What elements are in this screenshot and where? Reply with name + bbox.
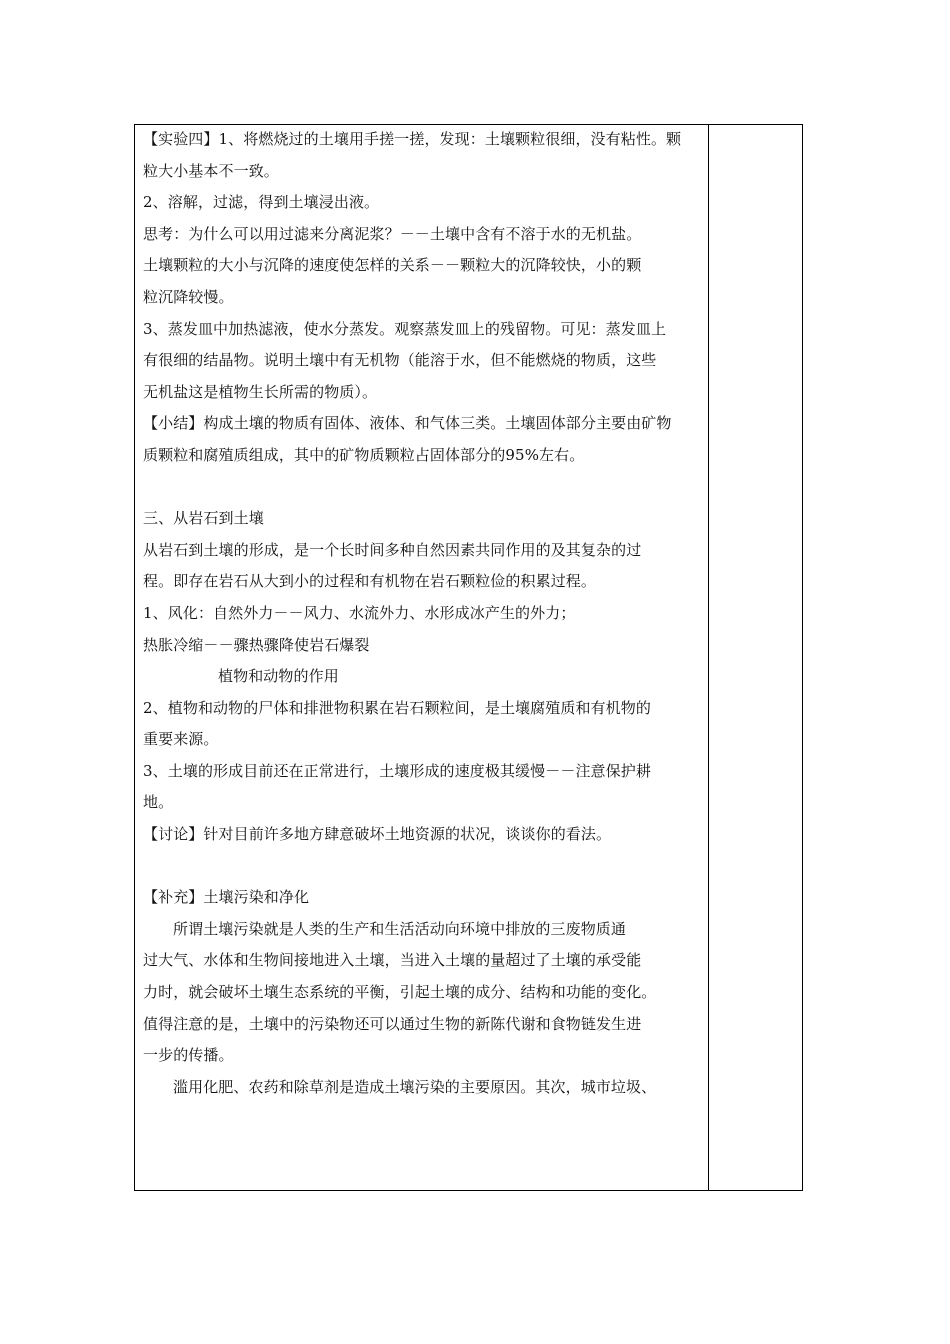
notes-column-cell <box>709 125 802 1190</box>
text-line-indented: 植物和动物的作用 <box>218 667 339 686</box>
text-line: 土壤颗粒的大小与沉降的速度使怎样的关系－－颗粒大的沉降较快，小的颗 <box>143 256 642 275</box>
text-line: 粒大小基本不一致。 <box>143 161 279 180</box>
text-line: 值得注意的是，土壤中的污染物还可以通过生物的新陈代谢和食物链发生进 <box>143 1014 642 1033</box>
blank-line <box>143 851 703 883</box>
text-line: 思考：为什么可以用过滤来分离泥浆？－－土壤中含有不溶于水的无机盐。 <box>143 224 642 243</box>
text-line: 2、植物和动物的尸体和排泄物积累在岩石颗粒间，是土壤腐殖质和有机物的 <box>143 698 651 717</box>
text-line: 重要来源。 <box>143 730 219 749</box>
summary-line: 质颗粒和腐殖质组成，其中的矿物质颗粒占固体部分的95%左右。 <box>143 445 585 464</box>
text-line: 有很细的结晶物。说明土壤中有无机物（能溶于水，但不能燃烧的物质，这些 <box>143 351 657 370</box>
text-line: 2、溶解，过滤，得到土壤浸出液。 <box>143 193 380 212</box>
text-line: 粒沉降较慢。 <box>143 287 234 306</box>
text-line: 3、土壤的形成目前还在正常进行，土壤形成的速度极其缓慢－－注意保护耕 <box>143 761 651 780</box>
paragraph-first-line: 所谓土壤污染就是人类的生产和生活活动向环境中排放的三废物质通 <box>173 919 627 938</box>
text-line: 程。即存在岩石从大到小的过程和有机物在岩石颗粒俭的积累过程。 <box>143 572 597 591</box>
text-line: 从岩石到土壤的形成，是一个长时间多种自然因素共同作用的及其复杂的过 <box>143 540 642 559</box>
text-line: 【实验四】1、将燃烧过的土壤用手搓一搓，发现：土壤颗粒很细，没有粘性。颗 <box>143 130 682 148</box>
text-line: 过大气、水体和生物间接地进入土壤，当进入土壤的量超过了土壤的承受能 <box>143 951 642 970</box>
summary-line: 【小结】构成土壤的物质有固体、液体、和气体三类。土壤固体部分主要由矿物 <box>143 414 672 433</box>
blank-line <box>143 472 703 504</box>
supplement-heading: 【补充】土壤污染和净化 <box>143 888 310 907</box>
text-line: 热胀冷缩－－骤热骤降使岩石爆裂 <box>143 635 370 654</box>
discussion-line: 【讨论】针对目前许多地方肆意破坏土地资源的状况，谈谈你的看法。 <box>143 825 612 844</box>
text-line: 地。 <box>143 793 174 812</box>
section-heading: 三、从岩石到土壤 <box>143 509 264 528</box>
text-line: 1、风化：自然外力－－风力、水流外力、水形成冰产生的外力； <box>143 603 576 622</box>
paragraph-first-line: 滥用化肥、农药和除草剂是造成土壤污染的主要原因。其次，城市垃圾、 <box>173 1077 657 1096</box>
main-content-cell <box>143 124 703 1103</box>
text-line: 无机盐这是植物生长所需的物质）。 <box>143 382 378 401</box>
text-line: 一步的传播。 <box>143 1046 234 1065</box>
text-line: 力时，就会破坏土壤生态系统的平衡，引起土壤的成分、结构和功能的变化。 <box>143 983 657 1002</box>
text-line: 3、蒸发皿中加热滤液，使水分蒸发。观察蒸发皿上的残留物。可见：蒸发皿上 <box>143 319 667 338</box>
